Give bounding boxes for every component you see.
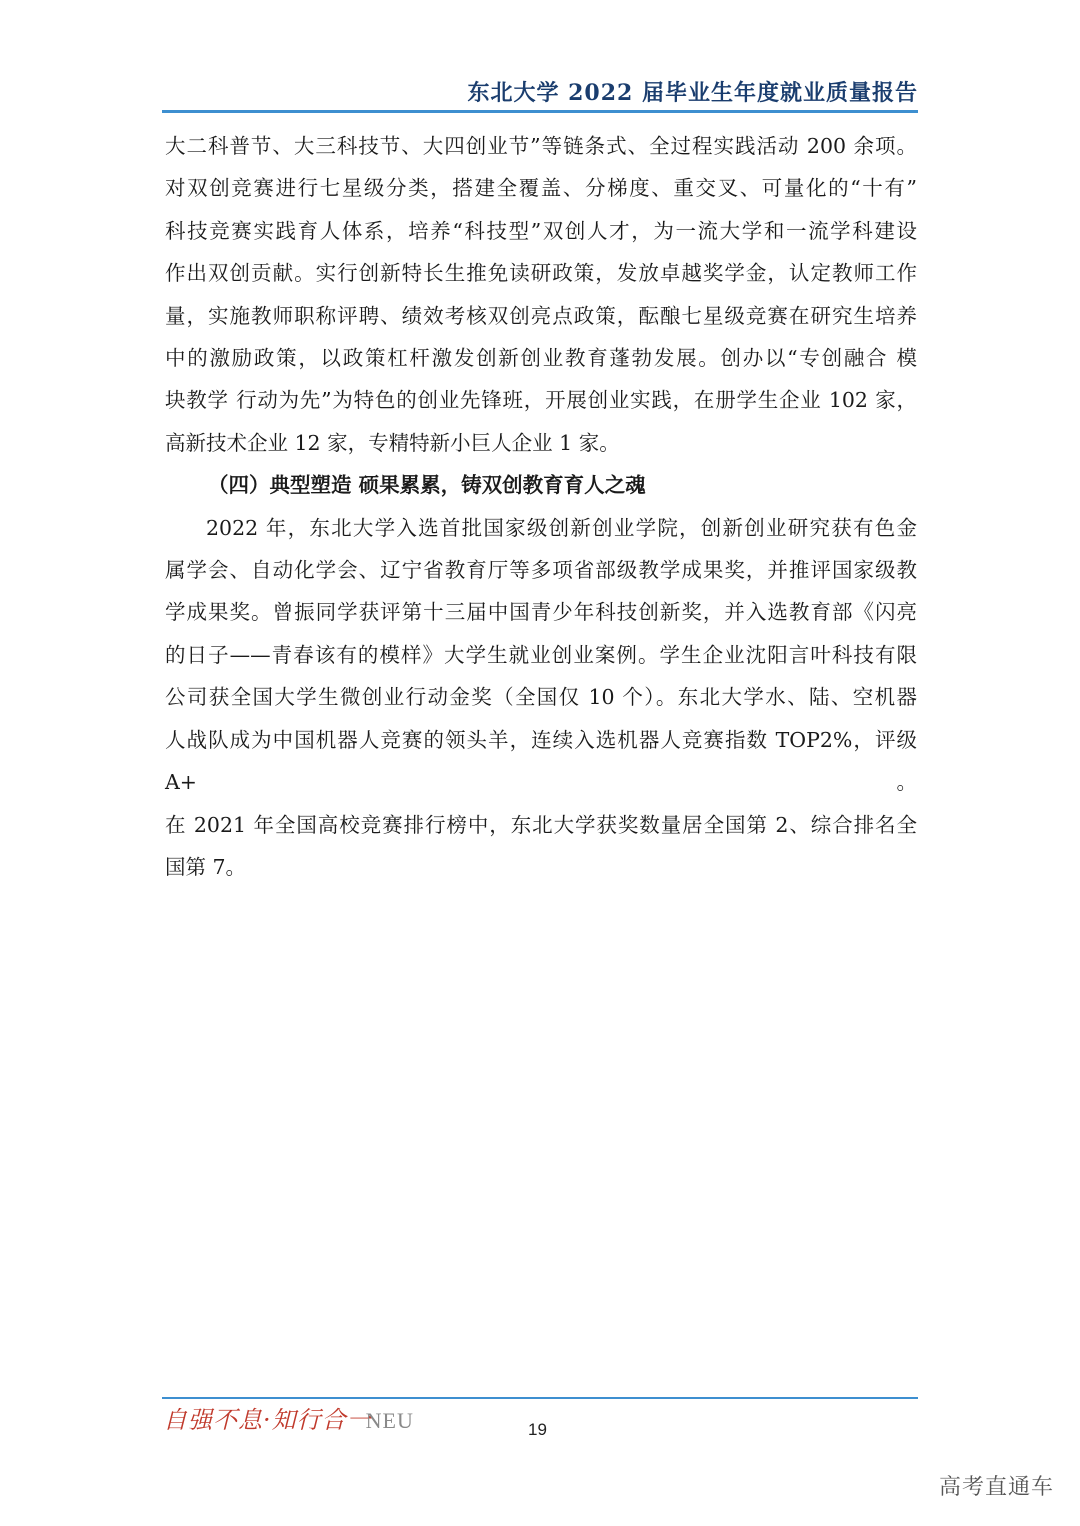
text-line: 块教学 行动为先”为特色的创业先锋班，开展创业实践，在册学生企业 102 家，	[165, 388, 917, 413]
motto-text: 自强不息·知行合一	[163, 1406, 372, 1434]
text-line: 国第 7。	[165, 854, 247, 879]
text-line: 对双创竞赛进行七星级分类，搭建全覆盖、分梯度、重交叉、可量化的“十有”	[165, 176, 917, 201]
footer-divider	[162, 1397, 918, 1399]
text-line: 科技竞赛实践育人体系，培养“科技型”双创人才，为一流大学和一流学科建设	[165, 218, 917, 243]
text-line: 的日子——青春该有的模样》大学生就业创业案例。学生企业沈阳言叶科技有限	[165, 642, 917, 667]
text-line: 2022 年，东北大学入选首批国家级创新创业学院，创新创业研究获有色金	[206, 515, 917, 540]
section-heading: （四）典型塑造 硕果累累，铸双创教育育人之魂	[208, 473, 646, 498]
report-header-title: 东北大学 2022 届毕业生年度就业质量报告	[467, 80, 918, 106]
text-line: 中的激励政策，以政策杠杆激发创新创业教育蓬勃发展。创办以“专创融合 模	[165, 346, 917, 371]
text-line: 量，实施教师职称评聘、绩效考核双创亮点政策，酝酿七星级竞赛在研究生培养	[165, 303, 917, 328]
text-line: 公司获全国大学生微创业行动金奖（全国仅 10 个）。东北大学水、陆、空机器	[165, 685, 917, 710]
text-line: 大二科普节、大三科技节、大四创业节”等链条式、全过程实践活动 200 余项。	[165, 134, 917, 158]
motto-neu-logo: NEU	[365, 1408, 414, 1433]
text-line: 学成果奖。曾振同学获评第十三届中国青少年科技创新奖，并入选教育部《闪亮	[165, 600, 917, 625]
text-line: 在 2021 年全国高校竞赛排行榜中，东北大学获奖数量居全国第 2、综合排名全	[165, 812, 917, 837]
university-motto	[163, 1400, 414, 1435]
paragraph-achievements	[165, 507, 917, 889]
text-line: 人战队成为中国机器人竞赛的领头羊，连续入选机器人竞赛指数 TOP2%，评级 A+。	[165, 727, 917, 795]
source-watermark: 高考直通车	[938, 1475, 1054, 1500]
text-line: 高新技术企业 12 家，专精特新小巨人企业 1 家。	[165, 430, 620, 455]
page-body	[165, 125, 917, 888]
text-line: 作出双创贡献。实行创新特长生推免读研政策，发放卓越奖学金，认定教师工作	[165, 261, 917, 286]
header-divider	[162, 110, 918, 113]
page-number: 19	[528, 1420, 547, 1439]
paragraph-practice-activities	[165, 125, 917, 464]
text-line: 属学会、自动化学会、辽宁省教育厅等多项省部级教学成果奖，并推评国家级教	[165, 558, 917, 583]
